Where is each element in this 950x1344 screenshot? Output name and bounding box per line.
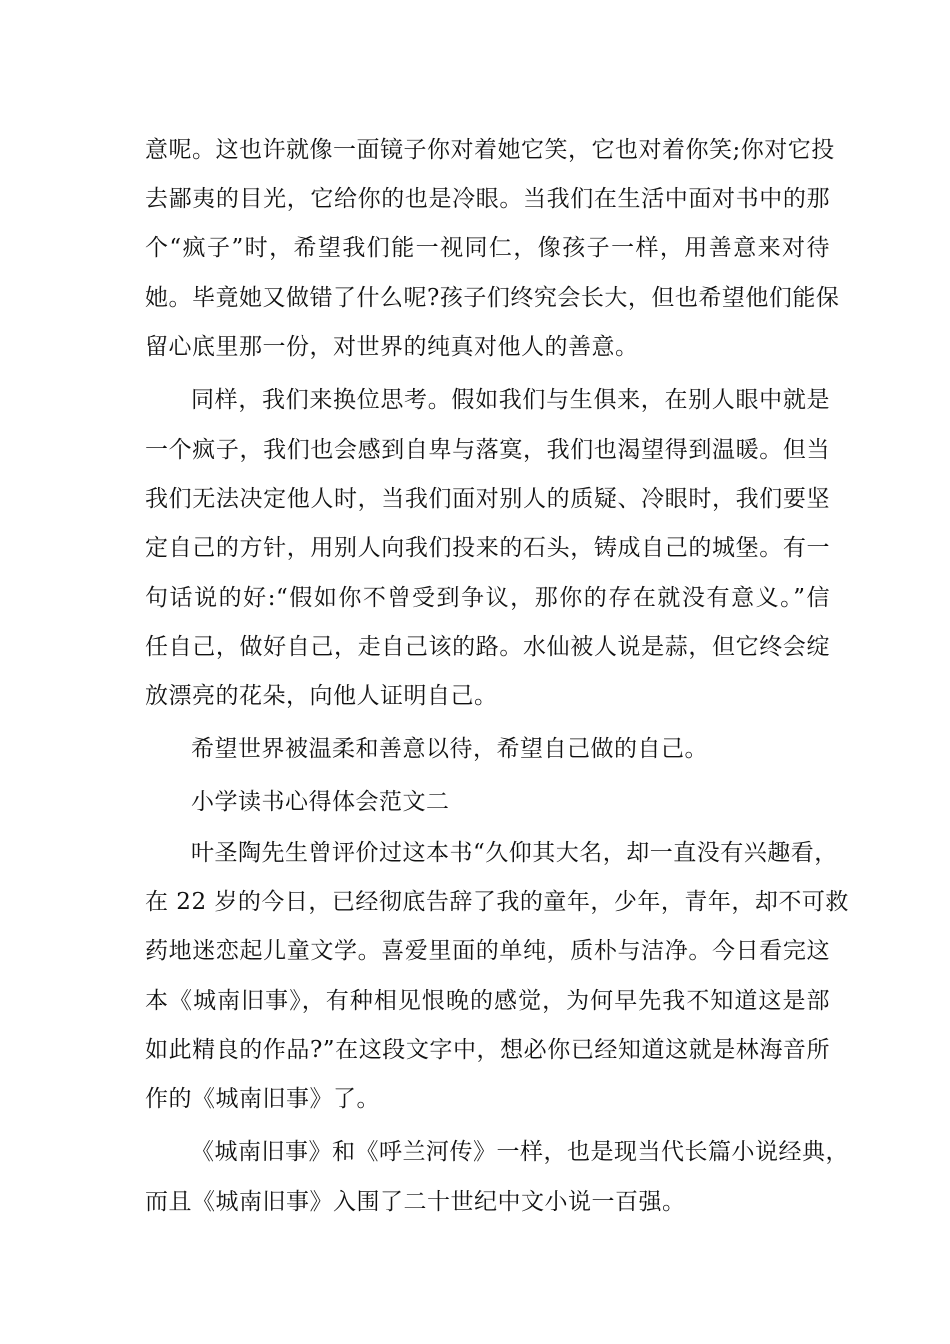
text-line: 叶圣陶先生曾评价过这本书“久仰其大名，却一直没有兴趣看， (191, 840, 838, 866)
text-line: 药地迷恋起儿童文学。喜爱里面的单纯，质朴与洁净。今日看完这 (145, 938, 830, 964)
text-line: 定自己的方针，用别人向我们投来的石头，铸成自己的城堡。有一 (145, 535, 830, 561)
text-line: 我们无法决定他人时，当我们面对别人的质疑、冷眼时，我们要坚 (145, 486, 830, 512)
text-line: 同样，我们来换位思考。假如我们与生俱来，在别人眼中就是 (191, 387, 830, 413)
text-line: 一个疯子，我们也会感到自卑与落寞，我们也渴望得到温暖。但当 (145, 437, 830, 463)
text-line: 《城南旧事》和《呼兰河传》一样，也是现当代长篇小说经典， (191, 1139, 849, 1165)
heading-text: 小学读书心得体会范文二 (191, 789, 450, 815)
text-line: 放漂亮的花朵，向他人证明自己。 (145, 683, 498, 709)
text-line: 意呢。这也许就像一面镜子你对着她它笑，它也对着你笑;你对它投 (145, 137, 835, 163)
text-line: 去鄙夷的目光，它给你的也是冷眼。当我们在生活中面对书中的那 (145, 186, 830, 212)
text-line: 任自己，做好自己，走自己该的路。水仙被人说是蒜，但它终会绽 (145, 634, 830, 660)
text-line: 如此精良的作品?”在这段文字中，想必你已经知道这就是林海音所 (145, 1037, 830, 1063)
text-line: 作的《城南旧事》了。 (145, 1086, 380, 1112)
text-line: 在 22 岁的今日，已经彻底告辞了我的童年，少年，青年，却不可救 (145, 889, 849, 915)
text-line: 而且《城南旧事》入围了二十世纪中文小说一百强。 (145, 1189, 686, 1215)
text-line: 句话说的好:“假如你不曾受到争议，那你的存在就没有意义。”信 (145, 585, 830, 611)
text-line: 她。毕竟她又做错了什么呢?孩子们终究会长大，但也希望他们能保 (145, 285, 840, 311)
text-line: 本《城南旧事》，有种相见恨晚的感觉，为何早先我不知道这是部 (145, 988, 830, 1014)
text-line: 个“疯子”时，希望我们能一视同仁，像孩子一样，用善意来对待 (145, 235, 830, 261)
text-line: 希望世界被温柔和善意以待，希望自己做的自己。 (191, 736, 708, 762)
text-line: 留心底里那一份，对世界的纯真对他人的善意。 (145, 334, 639, 360)
